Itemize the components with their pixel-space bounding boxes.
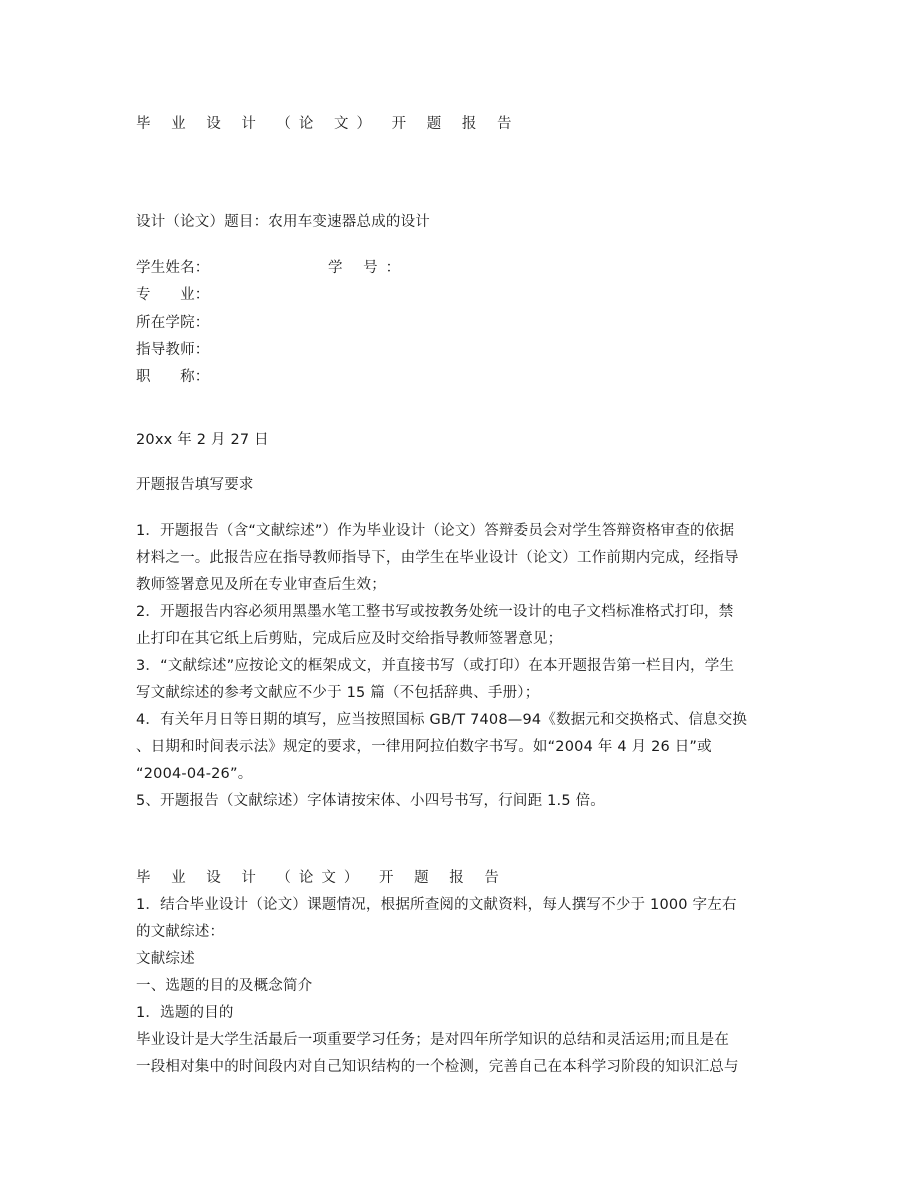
section-line: 1．选题的目的 [136, 1005, 234, 1021]
report-title: 毕 业 设 计 （论 文） 开 题 报 告 [136, 116, 520, 132]
advisor-label: 指导教师： [136, 342, 210, 358]
requirement-line: 4．有关年月日等日期的填写，应当按照国标 GB/T 7408—94《数据元和交换格式、信息交换 [136, 712, 748, 728]
section-line: 一、选题的目的及概念简介 [136, 978, 313, 994]
requirement-line: “2004-04-26”。 [136, 766, 253, 782]
requirement-line: 5、开题报告（文献综述）字体请按宋体、小四号书写，行间距 1.5 倍。 [136, 793, 606, 809]
college-label: 所在学院： [136, 315, 210, 331]
section-line: 的文献综述： [136, 924, 225, 940]
requirement-line: 教师签署意见及所在专业审查后生效； [136, 577, 386, 593]
student-id-label: 学 号： [328, 260, 409, 276]
requirement-line: 、日期和时间表示法》规定的要求，一律用阿拉伯数字书写。如“2004 年 4 月 26 日”或 [136, 739, 712, 755]
topic-line: 设计（论文）题目：农用车变速器总成的设计 [136, 214, 430, 230]
report-date: 20xx 年 2 月 27 日 [136, 432, 269, 448]
section-line: 1．结合毕业设计（论文）课题情况，根据所查阅的文献资料，每人撰写不少于 1000 字左右 [136, 897, 737, 913]
major-label: 专 业： [136, 287, 210, 303]
requirement-line: 1．开题报告（含“文献综述”）作为毕业设计（论文）答辩委员会对学生答辩资格审查的依据 [136, 523, 735, 539]
requirements-heading: 开题报告填写要求 [136, 477, 254, 493]
section-line: 文献综述 [136, 951, 195, 967]
requirement-line: 材料之一。此报告应在指导教师指导下，由学生在毕业设计（论文）工作前期内完成，经指导 [136, 550, 739, 566]
student-name-label: 学生姓名： [136, 260, 210, 276]
section-title: 毕 业 设 计 （论文） 开 题 报 告 [136, 870, 507, 886]
requirement-line: 止打印在其它纸上后剪贴，完成后应及时交给指导教师签署意见； [136, 631, 563, 647]
requirement-line: 2．开题报告内容必须用黑墨水笔工整书写或按教务处统一设计的电子文档标准格式打印，禁 [136, 604, 734, 620]
requirement-line: 3．“文献综述”应按论文的框架成文，并直接书写（或打印）在本开题报告第一栏目内，学生 [136, 658, 735, 674]
title-label: 职 称： [136, 369, 210, 385]
section-line: 毕业设计是大学生活最后一项重要学习任务；是对四年所学知识的总结和灵活运用;而且是在 [136, 1032, 730, 1048]
requirement-line: 写文献综述的参考文献应不少于 15 篇（不包括辞典、手册）； [136, 685, 540, 701]
section-line: 一段相对集中的时间段内对自己知识结构的一个检测，完善自己在本科学习阶段的知识汇总与 [136, 1059, 739, 1075]
